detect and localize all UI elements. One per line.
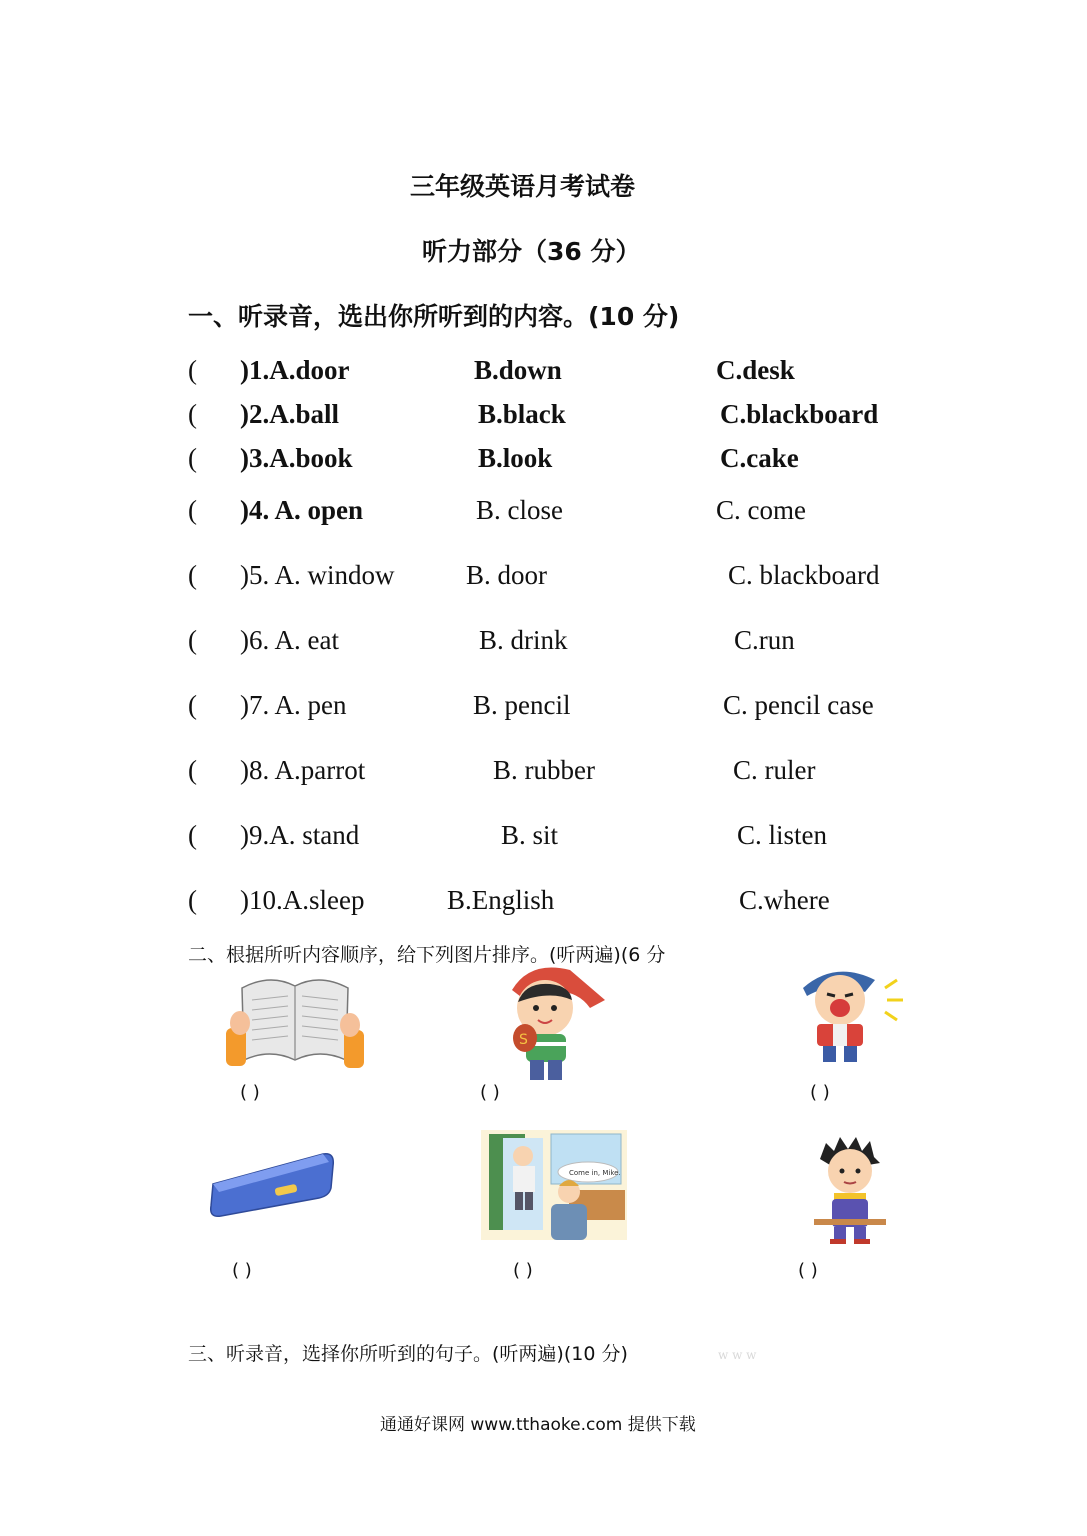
- answer-paren[interactable]: (: [188, 355, 197, 385]
- answer-blank[interactable]: ( ): [810, 1082, 830, 1103]
- answer-paren[interactable]: (: [188, 560, 197, 590]
- answer-paren[interactable]: (: [188, 495, 197, 525]
- listening-part-title: 听力部分（36 分）: [422, 237, 641, 266]
- option-b: B. rubber: [493, 755, 595, 785]
- option-b: B.look: [478, 443, 553, 473]
- answer-blank[interactable]: ( ): [480, 1082, 500, 1103]
- answer-paren[interactable]: (: [188, 690, 197, 720]
- answer-paren[interactable]: (: [188, 625, 197, 655]
- page-title: 三年级英语月考试卷: [410, 172, 636, 201]
- option-b: B.down: [474, 355, 562, 385]
- option-c: C. ruler: [733, 755, 816, 785]
- footer-source: 通通好课网 www.tthaoke.com 提供下载: [380, 1415, 696, 1435]
- option-a: )1.A.door: [240, 355, 350, 385]
- option-b: B. close: [476, 495, 563, 525]
- answer-paren[interactable]: (: [188, 443, 197, 473]
- option-c: C.run: [734, 625, 795, 655]
- answer-paren[interactable]: (: [188, 399, 197, 429]
- boy-standing-picture: [810, 1133, 890, 1245]
- option-b: B. door: [466, 560, 547, 590]
- svg-text:S: S: [519, 1032, 528, 1048]
- answer-blank[interactable]: ( ): [798, 1260, 818, 1281]
- answer-paren[interactable]: (: [188, 820, 197, 850]
- option-a: )6. A. eat: [240, 625, 339, 655]
- option-a: )2.A.ball: [240, 399, 340, 429]
- option-a: )7. A. pen: [240, 690, 347, 720]
- answer-paren[interactable]: (: [188, 885, 197, 915]
- option-c: C.desk: [716, 355, 795, 385]
- option-c: C. come: [716, 495, 806, 525]
- option-c: C.where: [739, 885, 830, 915]
- section1-heading: 一、听录音，选出你所听到的内容。(10 分): [188, 302, 680, 331]
- option-c: C. blackboard: [728, 560, 880, 590]
- pencil-case-picture: [205, 1148, 340, 1223]
- option-b: B.English: [447, 885, 555, 915]
- section2-heading: 二、根据所听内容顺序，给下列图片排序。(听两遍)(6 分: [188, 944, 666, 966]
- open-book-picture: [220, 968, 370, 1078]
- answer-paren[interactable]: (: [188, 755, 197, 785]
- option-a: )8. A.parrot: [240, 755, 366, 785]
- option-a: )4. A. open: [240, 495, 364, 525]
- option-c: C. listen: [737, 820, 828, 850]
- boy-eating-picture: [490, 960, 615, 1085]
- answer-blank[interactable]: ( ): [513, 1260, 533, 1281]
- option-b: B. pencil: [473, 690, 571, 720]
- option-c: C.cake: [720, 443, 799, 473]
- speech-bubble-text: Come in, Mike.: [569, 1169, 621, 1177]
- option-a: )5. A. window: [240, 560, 395, 590]
- option-a: )3.A.book: [240, 443, 353, 473]
- answer-blank[interactable]: ( ): [232, 1260, 252, 1281]
- option-a: )10.A.sleep: [240, 885, 365, 915]
- option-b: B. sit: [501, 820, 559, 850]
- boy-shouting-picture: [785, 960, 915, 1065]
- classroom-door-scene-picture: [481, 1130, 627, 1240]
- option-c: C.blackboard: [720, 399, 879, 429]
- option-a: )9.A. stand: [240, 820, 360, 850]
- answer-blank[interactable]: ( ): [240, 1082, 260, 1103]
- watermark-faint: w w w: [718, 1348, 757, 1362]
- option-b: B.black: [478, 399, 566, 429]
- option-c: C. pencil case: [723, 690, 874, 720]
- option-b: B. drink: [479, 625, 568, 655]
- section3-heading: 三、听录音，选择你所听到的句子。(听两遍)(10 分): [188, 1343, 628, 1365]
